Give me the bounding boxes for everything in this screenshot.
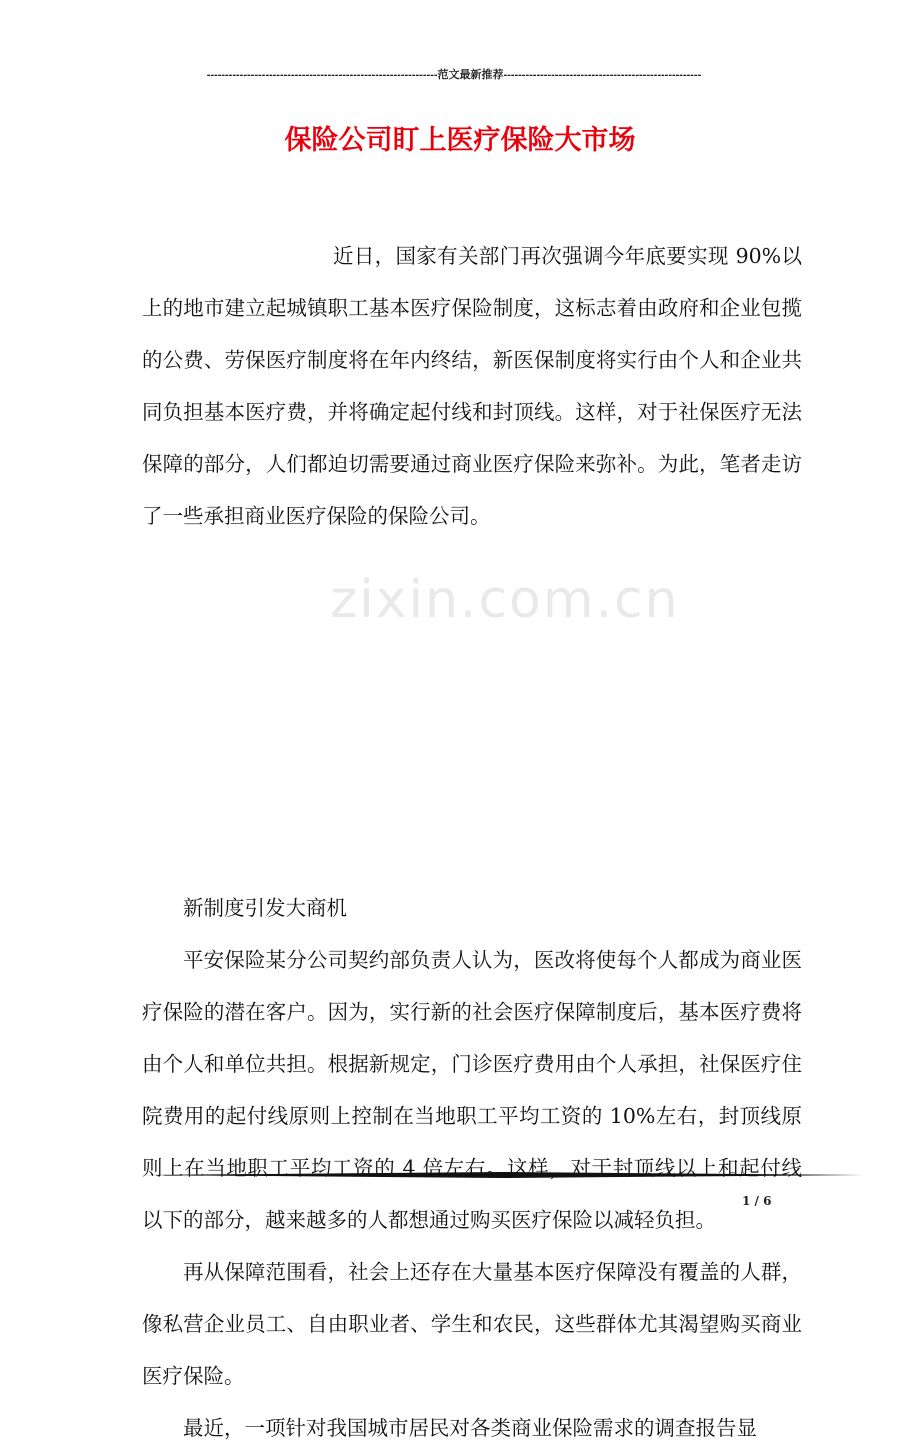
section — [142, 882, 802, 1454]
body-paragraph: 再从保障范围看，社会上还存在大量基本医疗保障没有覆盖的人群，像私营企业员工、自由职业者、学生和农民，这些群体尤其渴望购买商业医疗保险。 — [142, 1260, 802, 1388]
section-heading: 新制度引发大商机 — [183, 896, 347, 920]
watermark: zixin.com.cn — [330, 570, 680, 630]
body-paragraph: 最近，一项针对我国城市居民对各类商业保险需求的调查报告显 — [183, 1416, 757, 1440]
document-title: 保险公司盯上医疗保险大市场 — [284, 125, 636, 156]
lead-paragraph — [142, 230, 802, 542]
lead-paragraph-text: 近日，国家有关部门再次强调今年底要实现 90%以上的地市建立起城镇职工基本医疗保险制度，这标志着由政府和企业包揽的公费、劳保医疗制度将在年内终结，新医保制度将实行由个人和企业共同负担基本医疗费，并将确定起付线和封顶线。这样，对于社保医疗无法保障的部分，人们都迫切需要通过商业医疗保险来弥补。为此，笔者走访了一些承担商业医疗保险的保险公司。 — [142, 244, 802, 528]
page-header: ---------------------------------------------------------------范文最新推荐------------------------------------------------------ — [206, 69, 702, 81]
page-number: 1 / 6 — [742, 1194, 772, 1208]
body-paragraph: 平安保险某分公司契约部负责人认为，医改将使每个人都成为商业医疗保险的潜在客户。因为，实行新的社会医疗保障制度后，基本医疗费将由个人和单位共担。根据新规定，门诊医疗费用由个人承担，社保医疗住院费用的起付线原则上控制在当地职工平均工资的 10%左右，封顶线原则上在当地职工平均工资的 4 倍左右。这样，对于封顶线以上和起付线以下的部分，越来越多的人都想通过购买医疗保险以减轻负担。 — [142, 948, 802, 1232]
